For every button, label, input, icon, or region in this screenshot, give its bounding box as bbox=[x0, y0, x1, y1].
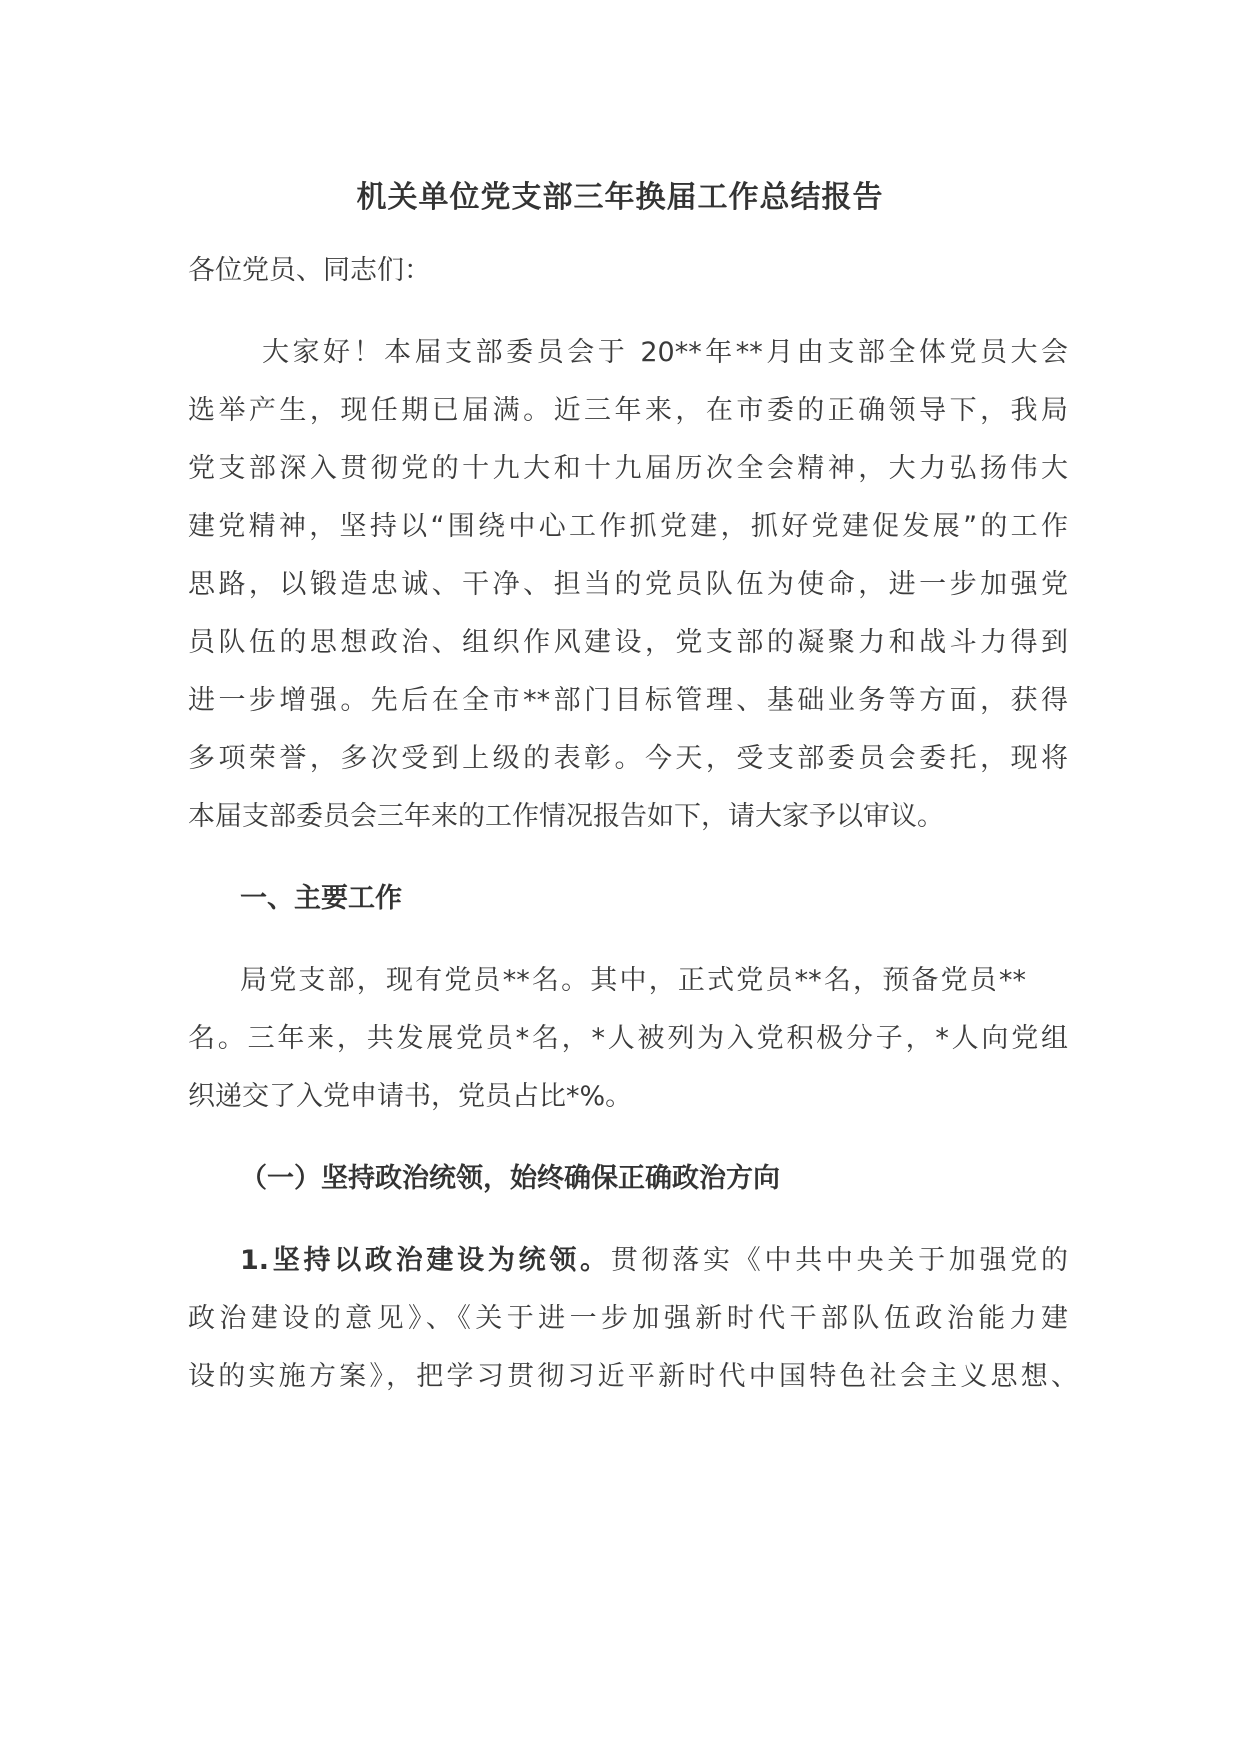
paragraph1-line-8: 多项荣誉，多次受到上级的表彰。今天，受支部委员会委托，现将 bbox=[188, 743, 1068, 774]
item1-lead: 1.坚持以政治建设为统领。 bbox=[240, 1245, 611, 1276]
paragraph1-line-5: 思路，以锻造忠诚、干净、担当的党员队伍为使命，进一步加强党 bbox=[188, 569, 1068, 600]
paragraph1-line-2: 选举产生，现任期已届满。近三年来，在市委的正确领导下，我局 bbox=[188, 395, 1068, 426]
paragraph2-line-1: 局党支部，现有党员**名。其中，正式党员**名，预备党员** bbox=[240, 965, 1026, 996]
paragraph1-line-6: 员队伍的思想政治、组织作风建设，党支部的凝聚力和战斗力得到 bbox=[188, 627, 1068, 658]
item1-line-1 bbox=[240, 1238, 1068, 1277]
subsection-heading: （一）坚持政治统领，始终确保正确政治方向 bbox=[240, 1163, 780, 1194]
paragraph1-line-7: 进一步增强。先后在全市**部门目标管理、基础业务等方面，获得 bbox=[188, 685, 1068, 716]
section-heading: 一、主要工作 bbox=[240, 883, 402, 914]
item1-line-3: 设的实施方案》，把学习贯彻习近平新时代中国特色社会主义思想、 bbox=[188, 1361, 1078, 1392]
paragraph1-line-3: 党支部深入贯彻党的十九大和十九届历次全会精神，大力弘扬伟大 bbox=[188, 453, 1068, 484]
paragraph1-line-1: 大家好！本届支部委员会于 20**年**月由支部全体党员大会 bbox=[262, 337, 1068, 368]
salutation: 各位党员、同志们： bbox=[188, 255, 431, 286]
paragraph2-line-3: 织递交了入党申请书，党员占比*%。 bbox=[188, 1081, 633, 1112]
paragraph1-line-9: 本届支部委员会三年来的工作情况报告如下，请大家予以审议。 bbox=[188, 801, 944, 832]
item1-rest: 贯彻落实《中共中央关于加强党的 bbox=[610, 1245, 1069, 1276]
paragraph2-line-2: 名。三年来，共发展党员*名，*人被列为入党积极分子，*人向党组 bbox=[188, 1023, 1068, 1054]
document-title: 机关单位党支部三年换届工作总结报告 bbox=[356, 180, 884, 215]
item1-line-2: 政治建设的意见》、《关于进一步加强新时代干部队伍政治能力建 bbox=[188, 1303, 1068, 1334]
paragraph1-line-4: 建党精神，坚持以“围绕中心工作抓党建，抓好党建促发展”的工作 bbox=[188, 511, 1068, 542]
